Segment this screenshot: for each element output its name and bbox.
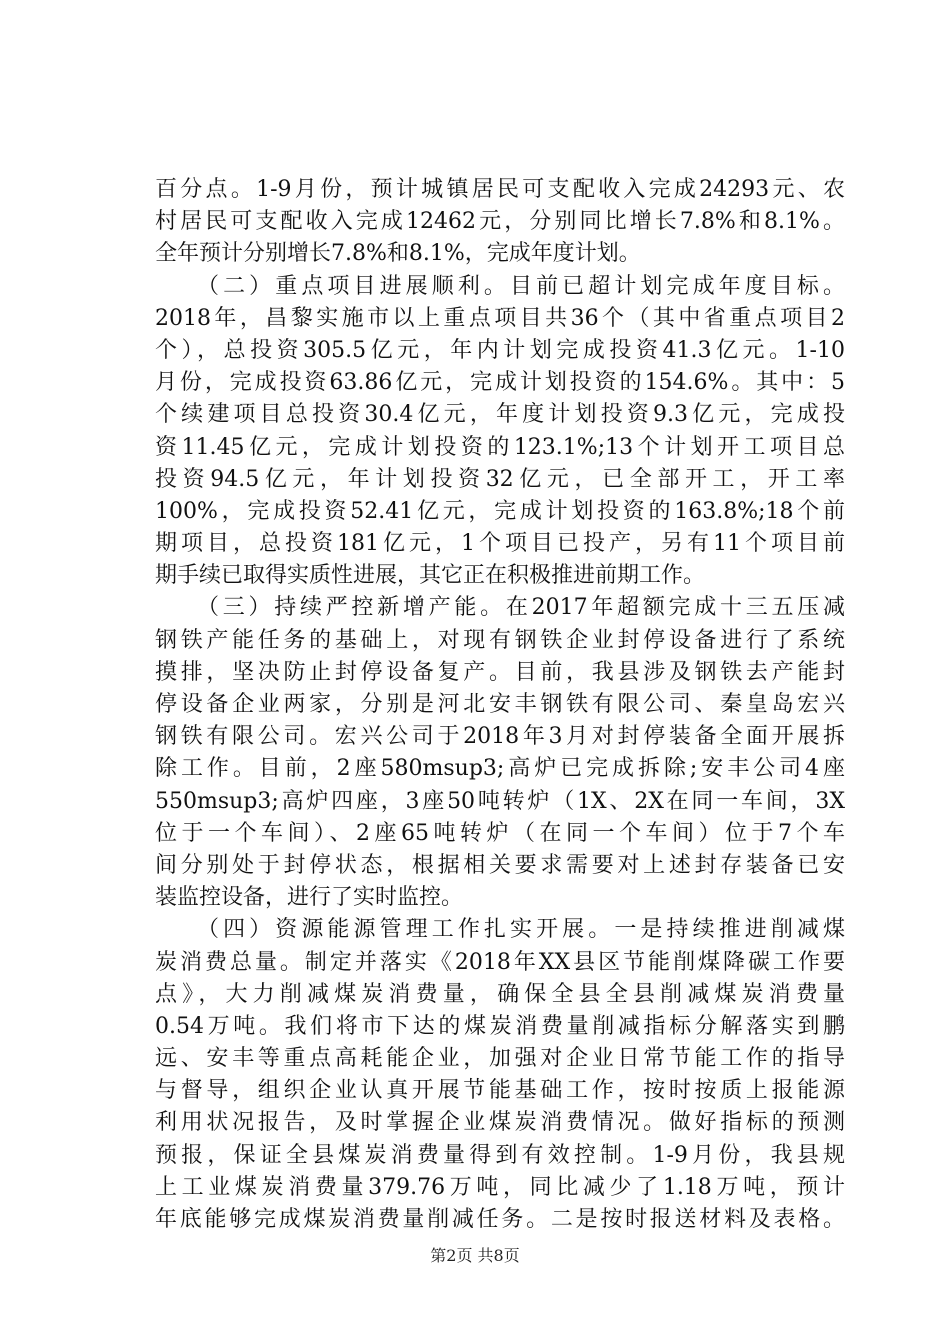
text-line: 2018年，昌黎实施市以上重点项目共36个（其中省重点项目2 bbox=[155, 305, 845, 331]
text-line: 点》，大力削减煤炭消费量，确保全县全县削减煤炭消费量 bbox=[155, 981, 845, 1007]
text-line: 停设备企业两家，分别是河北安丰钢铁有限公司、秦皇岛宏兴 bbox=[155, 692, 845, 717]
paragraph-heading-line: （四）资源能源管理工作扎实开展。一是持续推进削减煤 bbox=[197, 917, 845, 943]
text-line: 100%，完成投资52.41亿元，完成计划投资的163.8%;18个前 bbox=[155, 498, 845, 524]
text-line: 资11.45亿元，完成计划投资的123.1%;13个计划开工项目总 bbox=[155, 434, 845, 460]
document-body bbox=[155, 174, 845, 1236]
text-line: 0.54万吨。我们将市下达的煤炭消费量削减指标分解落实到鹏 bbox=[155, 1013, 845, 1039]
text-line: 上工业煤炭消费量379.76万吨，同比减少了1.18万吨，预计 bbox=[155, 1174, 845, 1200]
text-line: 位于一个车间）、2座65吨转炉（在同一个车间）位于7个车 bbox=[155, 820, 845, 846]
text-line: 利用状况报告，及时掌握企业煤炭消费情况。做好指标的预测 bbox=[155, 1110, 845, 1136]
text-line: 除工作。目前，2座580msup3;高炉已完成拆除;安丰公司4座 bbox=[155, 756, 845, 782]
text-line: 投资94.5亿元，年计划投资32亿元，已全部开工，开工率 bbox=[155, 466, 845, 492]
text-line: 钢铁有限公司。宏兴公司于2018年3月对封停装备全面开展拆 bbox=[155, 724, 845, 750]
text-line: 摸排，坚决防止封停设备复产。目前，我县涉及钢铁去产能封 bbox=[155, 659, 845, 685]
text-line: 钢铁产能任务的基础上，对现有钢铁企业封停设备进行了系统 bbox=[155, 627, 845, 653]
text-line: 个续建项目总投资30.4亿元，年度计划投资9.3亿元，完成投 bbox=[155, 402, 845, 428]
text-line: 间分别处于封停状态，根据相关要求需要对上述封存装备已安 bbox=[155, 852, 845, 878]
text-line: 预报，保证全县煤炭消费量得到有效控制。1-9月份，我县规 bbox=[155, 1142, 845, 1168]
text-line: 装监控设备，进行了实时监控。 bbox=[155, 885, 464, 911]
text-line: 远、安丰等重点高耗能企业，加强对企业日常节能工作的指导 bbox=[155, 1046, 845, 1072]
text-line: 期项目，总投资181亿元，1个项目已投产，另有11个项目前 bbox=[155, 531, 845, 557]
text-line: 月份，完成投资63.86亿元，完成计划投资的154.6%。其中：5 bbox=[155, 370, 845, 396]
text-line: 百分点。1-9月份，预计城镇居民可支配收入完成24293元、农 bbox=[155, 177, 845, 202]
page-number-footer: 第2页 共8页 bbox=[430, 1246, 520, 1265]
text-line: 与督导，组织企业认真开展节能基础工作，按时按质上报能源 bbox=[155, 1078, 845, 1104]
text-line: 年底能够完成煤炭消费量削减任务。二是按时报送材料及表格。 bbox=[155, 1207, 845, 1232]
paragraph-heading-line: （二）重点项目进展顺利。目前已超计划完成年度目标。 bbox=[197, 273, 845, 299]
text-line: 550msup3;高炉四座，3座50吨转炉（1X、2X在同一车间，3X bbox=[155, 788, 845, 814]
text-line: 炭消费总量。制定并落实《2018年XX县区节能削煤降碳工作要 bbox=[155, 949, 845, 975]
text-line: 个），总投资305.5亿元，年内计划完成投资41.3亿元。1-10 bbox=[155, 337, 845, 363]
paragraph-heading-line: （三）持续严控新增产能。在2017年超额完成十三五压减 bbox=[197, 595, 845, 621]
text-line: 村居民可支配收入完成12462元，分别同比增长7.8%和8.1%。 bbox=[155, 209, 845, 235]
text-line: 全年预计分别增长7.8%和8.1%，完成年度计划。 bbox=[155, 241, 641, 267]
text-line: 期手续已取得实质性进展，其它正在积极推进前期工作。 bbox=[155, 563, 706, 589]
